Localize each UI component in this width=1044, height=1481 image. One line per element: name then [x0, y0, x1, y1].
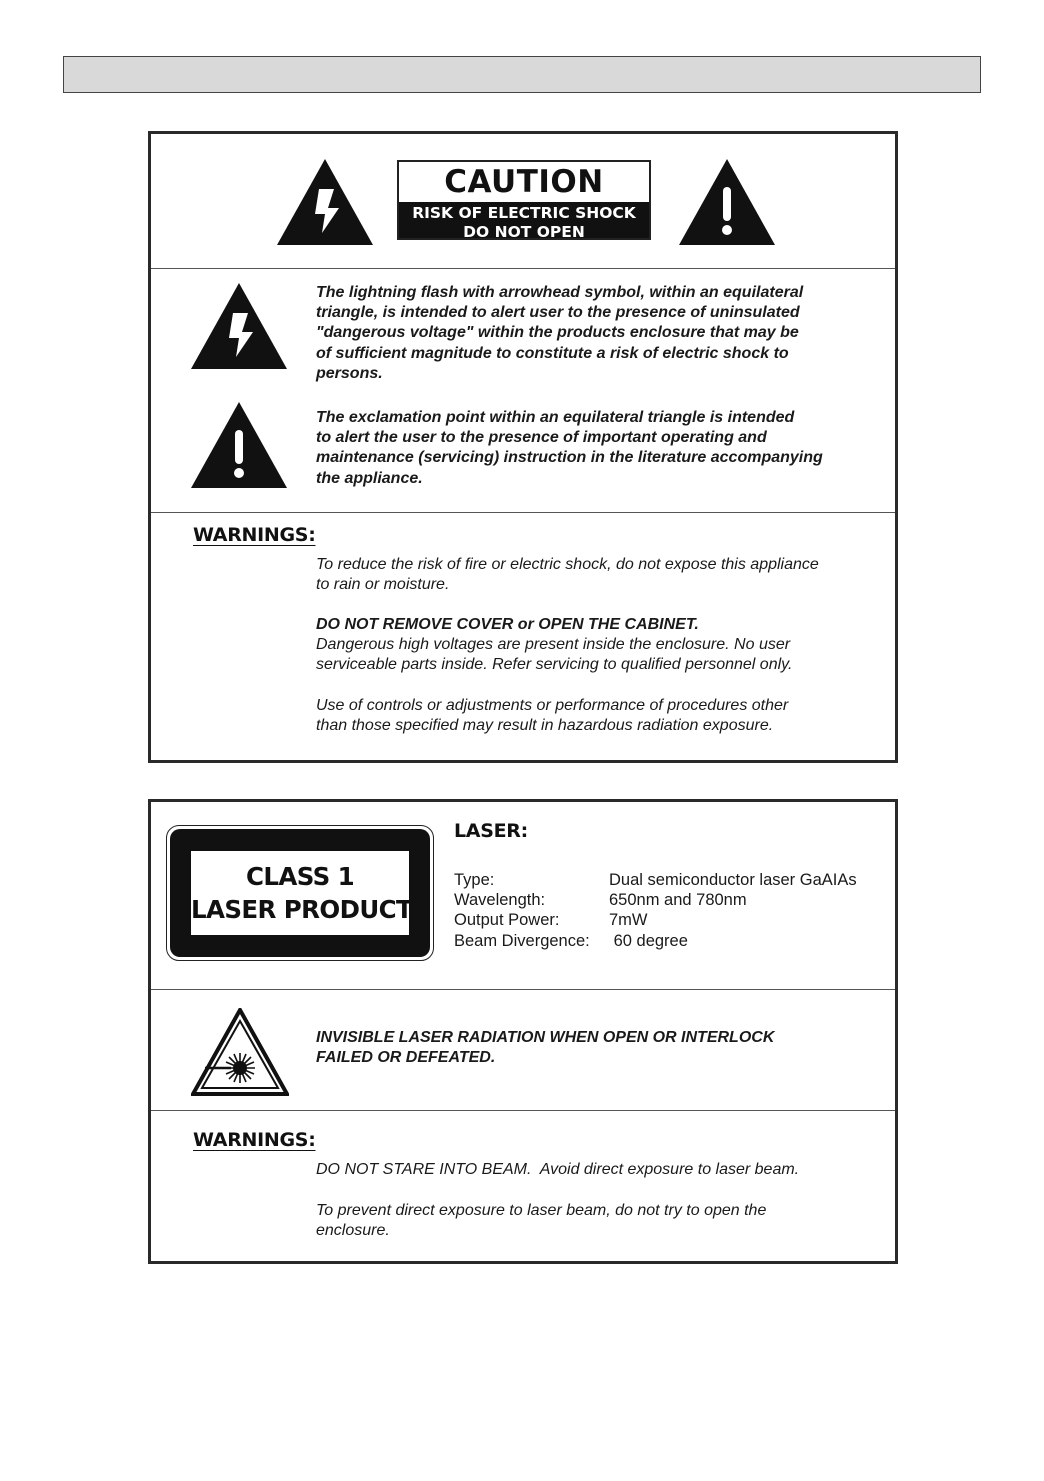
text-line: the appliance. — [316, 469, 423, 487]
warning-paragraph-radiation — [316, 696, 788, 736]
spec-value: Dual semiconductor laser GaAIAs — [609, 871, 857, 889]
text-line: To reduce the risk of fire or electric shock, do not expose this appliance — [316, 556, 819, 573]
caution-subtitle — [399, 202, 649, 241]
table-row — [454, 890, 857, 910]
laser-label-line-1: CLASS 1 — [245, 862, 355, 891]
text-line: maintenance (servicing) instruction in the literature accompanying — [316, 449, 823, 467]
divider — [151, 989, 895, 990]
text-line: enclosure. — [316, 1222, 390, 1240]
text-line: "dangerous voltage" within the products enclosure that may be — [316, 324, 799, 342]
text-line: serviceable parts inside. Refer servicing to qualified personnel only. — [316, 656, 793, 674]
laser-warnings-heading: WARNINGS: — [193, 1129, 316, 1151]
laser-warning-stare — [316, 1160, 799, 1180]
exclamation-description — [316, 408, 823, 489]
exclamation-symbol-icon — [191, 402, 287, 488]
divider — [151, 268, 895, 269]
laser-spec-table — [454, 870, 857, 951]
divider — [151, 1110, 895, 1111]
text-line: To prevent direct exposure to laser beam, do not try to open the — [316, 1202, 767, 1219]
table-row — [454, 870, 857, 890]
caution-line-1: RISK OF ELECTRIC SHOCK — [412, 204, 636, 222]
text-line: The lightning flash with arrowhead symbol, within an equilateral — [316, 284, 804, 301]
spec-value: 650nm and 780nm — [609, 891, 747, 910]
laser-label-line-2: LASER PRODUCT — [191, 895, 413, 924]
laser-radiation-warning — [316, 1028, 774, 1068]
text-line: DO NOT REMOVE COVER or OPEN THE CABINET. — [316, 616, 699, 633]
text-line: FAILED OR DEFEATED. — [316, 1049, 496, 1067]
divider — [151, 512, 895, 513]
text-line: The exclamation point within an equilateral triangle is intended — [316, 409, 795, 426]
header-bar — [63, 56, 981, 93]
text-line: to rain or moisture. — [316, 576, 450, 594]
text-line: to alert the user to the presence of important operating and — [316, 429, 767, 447]
spec-key: Wavelength: — [454, 891, 546, 910]
exclamation-warning-icon — [679, 159, 775, 245]
text-line: Dangerous high voltages are present inside the enclosure. No user — [316, 636, 791, 654]
safety-caution-panel — [148, 131, 898, 763]
spec-value: 60 degree — [609, 931, 688, 950]
spec-key: Beam Divergence: — [454, 931, 590, 950]
lightning-symbol-icon — [191, 283, 287, 369]
text-line: Use of controls or adjustments or performance of procedures other — [316, 697, 789, 714]
caution-line-2: DO NOT OPEN — [463, 223, 585, 241]
text-line: INVISIBLE LASER RADIATION WHEN OPEN OR INTERLOCK — [316, 1029, 775, 1046]
table-row — [454, 931, 857, 951]
spec-key: Output Power: — [454, 911, 560, 930]
text-line: triangle, is intended to alert user to the presence of uninsulated — [316, 304, 800, 322]
spec-key: Type: — [454, 871, 495, 889]
warning-paragraph-moisture — [316, 555, 819, 595]
laser-heading: LASER: — [454, 820, 528, 842]
text-line: than those specified may result in hazardous radiation exposure. — [316, 717, 774, 735]
caution-title: CAUTION — [444, 164, 604, 200]
spec-value: 7mW — [609, 911, 648, 930]
text-line: persons. — [316, 364, 383, 382]
lightning-warning-icon — [277, 159, 373, 245]
laser-warning-enclosure — [316, 1201, 766, 1241]
warning-paragraph-cover — [316, 615, 792, 676]
text-line: DO NOT STARE INTO BEAM. Avoid direct exposure to laser beam. — [316, 1161, 800, 1178]
class1-laser-label — [166, 825, 434, 961]
lightning-description — [316, 283, 803, 384]
laser-radiation-icon — [191, 1008, 289, 1096]
warnings-heading: WARNINGS: — [193, 524, 316, 546]
caution-label — [397, 160, 651, 240]
laser-info-panel — [148, 799, 898, 1264]
text-line: of sufficient magnitude to constitute a risk of electric shock to — [316, 344, 789, 362]
table-row — [454, 910, 857, 930]
